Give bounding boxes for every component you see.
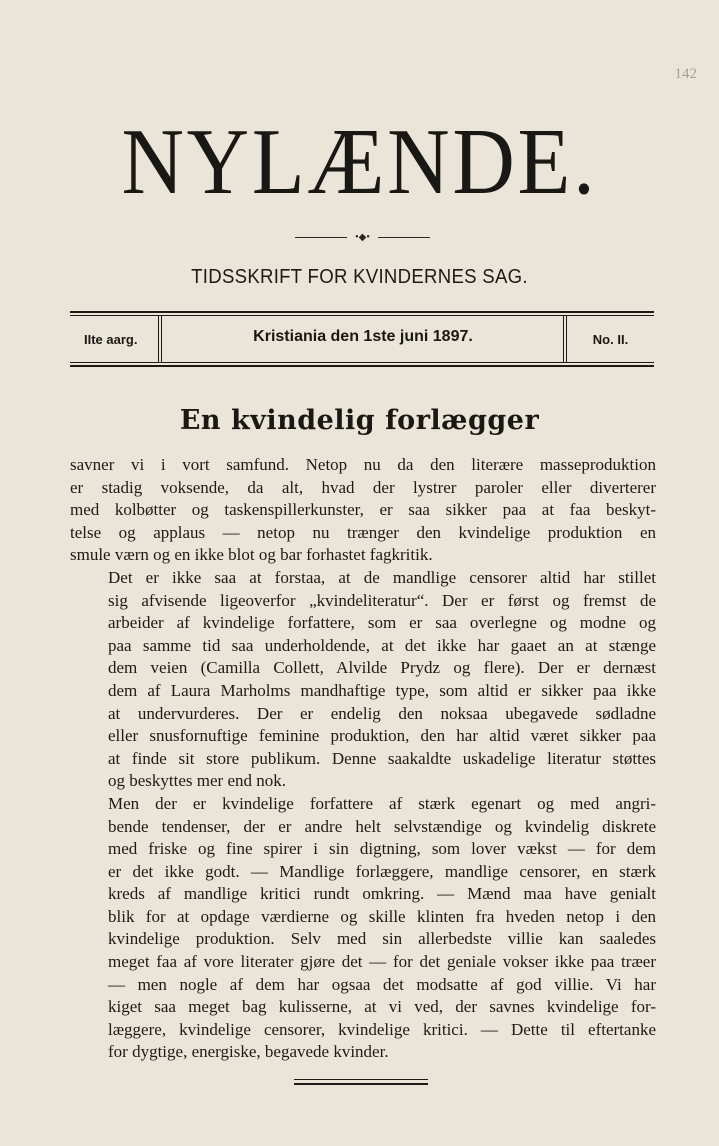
issue-info-bar — [70, 311, 654, 367]
ornament-icon: •◆• — [355, 232, 370, 243]
volume-label: IIte aarg. — [84, 332, 138, 347]
text-line: eller snusfornuftige feminine produktion, den har altid været sikker paa — [108, 726, 656, 746]
rule-bottom-thick — [70, 365, 654, 367]
rule-bottom-thin — [70, 362, 654, 363]
text-line: telse og applaus — netop nu trænger den kvindelige produktion en — [70, 522, 656, 542]
text-line: — men nogle af dem har ogsaa det modsatte af god villie. Vi har — [108, 974, 656, 994]
text-line: Det er ikke saa at forstaa, at de mandlige censorer altid har stillet — [108, 567, 656, 587]
text-line: bende tendenser, der er andre helt selvstændige og kvindelig diskrete — [108, 816, 656, 836]
paragraph-2 — [70, 567, 656, 793]
text-line: med kolbøtter og taskenspillerkunster, er saa sikker paa at faa beskyt- — [70, 500, 656, 520]
end-rule-thin — [294, 1079, 428, 1080]
text-line: er det ikke godt. — Mandlige forlæggere, mandlige censorer, en stærk — [108, 861, 656, 881]
text-line: kreds af mandlige kritici rundt omkring. — Mænd maa have genialt — [108, 884, 656, 904]
article-title: En kvindelig forlægger — [179, 405, 540, 436]
text-line: blik for at opdage værdierne og skille klinten fra hveden netop i den — [108, 906, 656, 926]
text-line: dem af Laura Marholms mandhaftige type, som altid er sikker paa ikke — [108, 680, 656, 700]
text-line: læggere, kvindelige censorer, kvindelige kritici. — Dette til eftertanke — [108, 1019, 656, 1039]
dateline: Kristiania den 1ste juni 1897. — [253, 328, 473, 345]
text-line: kiget saa meget bag kulisserne, at vi ved, der savnes kvindelige for- — [108, 997, 656, 1017]
issue-number: No. II. — [592, 332, 629, 347]
text-line: med friske og fine spirer i sin digtning, som lover vækst — for dem — [108, 839, 656, 859]
ornament-line-left — [295, 237, 347, 238]
article-body — [70, 454, 656, 1064]
text-line: arbeider af kvindelige forfattere, som er saa overlegne og modne og — [108, 613, 656, 633]
paragraph-3 — [70, 793, 656, 1064]
text-line: Men der er kvindelige forfattere af stærk egenart og med angri- — [108, 793, 656, 813]
page-number: 142 — [674, 66, 697, 82]
text-line: paa samme tid saa underholdende, at det ikke har gaaet an at stænge — [108, 635, 656, 655]
end-rule — [294, 1079, 428, 1085]
paragraph-1 — [70, 454, 656, 567]
text-line: dem veien (Camilla Collett, Alvilde Prydz og flere). Der er dernæst — [108, 658, 656, 678]
masthead-title: NYLÆNDE. — [121, 110, 598, 214]
text-line-last: for dygtige, energiske, begavede kvinder. — [108, 1042, 389, 1062]
text-line-last: og beskyttes mer end nok. — [108, 771, 286, 791]
text-line: kvindelige produktion. Selv med sin allerbedste villie kan saaledes — [108, 929, 656, 949]
text-line: meget faa af vore literater gjøre det — for det geniale vokser ikke paa træer — [108, 952, 656, 972]
end-rule-thick — [294, 1083, 428, 1085]
text-line-last: smule værn og en ikke blot og bar forhastet fagkritik. — [70, 545, 433, 565]
text-line: at finde sit store publikum. Denne saakaldte uskadelige literatur støttes — [108, 748, 656, 768]
masthead-subtitle: TIDSSKRIFT FOR KVINDERNES SAG. — [191, 266, 528, 288]
text-line: er stadig voksende, da alt, hvad der lystrer paroler eller diverterer — [70, 477, 656, 497]
text-line: savner vi i vort samfund. Netop nu da den literære masseproduktion — [70, 455, 656, 474]
text-line: at undervurderes. Der er endelig den noksaa ubegavede sødladne — [108, 703, 656, 723]
ornament-divider — [295, 233, 430, 243]
rule-top-thick — [70, 311, 654, 313]
ornament-line-right — [378, 237, 430, 238]
text-line: sig afvisende ligeoverfor „kvindeliteratur“. Der er først og fremst de — [108, 590, 656, 610]
separator — [158, 316, 159, 362]
